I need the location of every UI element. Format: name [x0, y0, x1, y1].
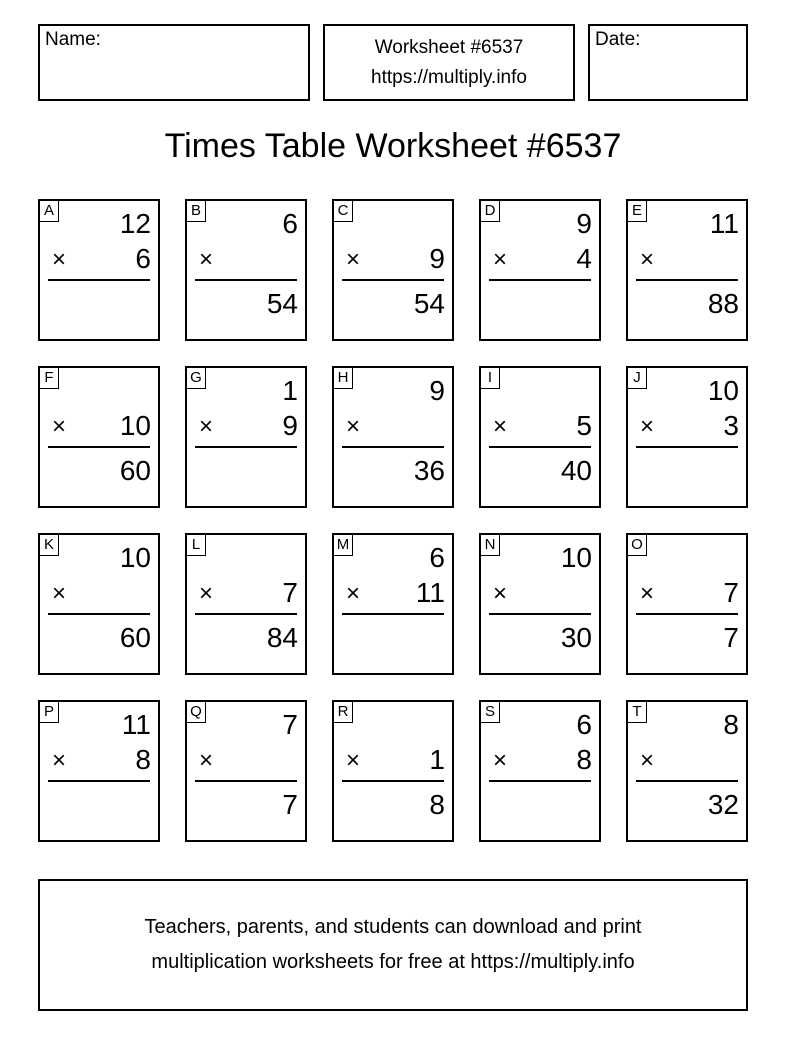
answer-line	[342, 613, 444, 615]
problem-letter: I	[481, 368, 500, 389]
product: 54	[413, 288, 445, 319]
answer-line	[342, 780, 444, 782]
multiply-sign: ×	[640, 747, 655, 774]
multiply-sign: ×	[346, 747, 361, 774]
answer-line	[48, 279, 150, 281]
multiplier: 11	[415, 577, 445, 608]
multiplier: 7	[282, 577, 298, 608]
footer-line-1: Teachers, parents, and students can download and print	[144, 916, 642, 938]
answer-line	[636, 279, 738, 281]
multiplier: 4	[576, 243, 592, 274]
problem-letter: A	[40, 201, 59, 222]
multiplicand: 7	[282, 709, 298, 740]
worksheet-id: Worksheet #6537	[374, 37, 524, 58]
problem-letter: D	[481, 201, 500, 222]
problem-card	[185, 533, 307, 675]
problem-letter: M	[334, 535, 353, 556]
problem-card	[626, 700, 748, 842]
product: 40	[560, 455, 592, 486]
multiplicand: 10	[707, 375, 739, 406]
multiplier: 10	[119, 410, 151, 441]
problem-card	[332, 700, 454, 842]
problem-letter: H	[334, 368, 353, 389]
problem-letter: T	[628, 702, 647, 723]
multiplier: 6	[135, 243, 151, 274]
problem-card	[38, 366, 160, 508]
product: 36	[413, 455, 445, 486]
product: 30	[560, 622, 592, 653]
problem-letter: R	[334, 702, 353, 723]
multiply-sign: ×	[199, 580, 214, 607]
problem-letter: F	[40, 368, 59, 389]
answer-line	[342, 446, 444, 448]
answer-line	[489, 613, 591, 615]
multiplicand: 11	[709, 208, 739, 239]
multiplicand: 1	[282, 375, 298, 406]
multiplicand: 11	[121, 709, 151, 740]
multiply-sign: ×	[640, 413, 655, 440]
multiplier: 8	[135, 744, 151, 775]
product: 7	[723, 622, 739, 653]
problem-card	[626, 533, 748, 675]
multiply-sign: ×	[199, 413, 214, 440]
multiplicand: 12	[119, 208, 151, 239]
multiplier: 3	[723, 410, 739, 441]
multiplicand: 8	[723, 709, 739, 740]
multiplicand: 6	[576, 709, 592, 740]
problem-card	[38, 199, 160, 341]
problem-card	[479, 199, 601, 341]
problem-card	[332, 366, 454, 508]
problem-letter: B	[187, 201, 206, 222]
answer-line	[489, 279, 591, 281]
multiply-sign: ×	[52, 246, 67, 273]
footer-line-2: multiplication worksheets for free at https://multiply.info	[151, 951, 635, 973]
answer-line	[342, 279, 444, 281]
page-title: Times Table Worksheet #6537	[164, 127, 622, 165]
multiplier: 9	[429, 243, 445, 274]
multiply-sign: ×	[346, 413, 361, 440]
multiplier: 9	[282, 410, 298, 441]
problem-letter: P	[40, 702, 59, 723]
product: 60	[119, 455, 151, 486]
multiplicand: 9	[576, 208, 592, 239]
product: 32	[707, 789, 739, 820]
problem-card	[185, 199, 307, 341]
problem-card	[38, 700, 160, 842]
problem-card	[626, 199, 748, 341]
multiply-sign: ×	[52, 580, 67, 607]
answer-line	[195, 279, 297, 281]
multiply-sign: ×	[493, 747, 508, 774]
problem-card	[38, 533, 160, 675]
answer-line	[636, 780, 738, 782]
problem-letter: G	[187, 368, 206, 389]
problem-letter: L	[187, 535, 206, 556]
problem-letter: O	[628, 535, 647, 556]
problem-letter: C	[334, 201, 353, 222]
problem-card	[332, 533, 454, 675]
answer-line	[48, 613, 150, 615]
multiplier: 5	[576, 410, 592, 441]
multiplicand: 6	[429, 542, 445, 573]
multiply-sign: ×	[346, 246, 361, 273]
problem-card	[185, 366, 307, 508]
product: 84	[266, 622, 298, 653]
answer-line	[636, 446, 738, 448]
problem-card	[479, 700, 601, 842]
multiplicand: 9	[429, 375, 445, 406]
problem-letter: E	[628, 201, 647, 222]
problem-letter: K	[40, 535, 59, 556]
answer-line	[636, 613, 738, 615]
problem-letter: Q	[187, 702, 206, 723]
multiplicand: 10	[560, 542, 592, 573]
answer-line	[48, 446, 150, 448]
multiply-sign: ×	[52, 747, 67, 774]
product: 88	[707, 288, 739, 319]
multiplier: 1	[429, 744, 445, 775]
answer-line	[489, 446, 591, 448]
name-label: Name:	[45, 29, 101, 50]
answer-line	[195, 613, 297, 615]
problem-card	[626, 366, 748, 508]
answer-line	[195, 446, 297, 448]
answer-line	[48, 780, 150, 782]
product: 7	[282, 789, 298, 820]
multiply-sign: ×	[199, 747, 214, 774]
date-label: Date:	[595, 29, 641, 50]
multiply-sign: ×	[640, 580, 655, 607]
multiply-sign: ×	[199, 246, 214, 273]
multiply-sign: ×	[493, 580, 508, 607]
product: 54	[266, 288, 298, 319]
multiply-sign: ×	[640, 246, 655, 273]
multiplier: 7	[723, 577, 739, 608]
multiply-sign: ×	[346, 580, 361, 607]
problem-card	[332, 199, 454, 341]
footer-box	[38, 879, 748, 1011]
problem-card	[185, 700, 307, 842]
problem-card	[479, 366, 601, 508]
answer-line	[195, 780, 297, 782]
multiplicand: 10	[119, 542, 151, 573]
multiply-sign: ×	[52, 413, 67, 440]
problem-letter: N	[481, 535, 500, 556]
multiplicand: 6	[282, 208, 298, 239]
problem-letter: J	[628, 368, 647, 389]
product: 60	[119, 622, 151, 653]
problem-letter: S	[481, 702, 500, 723]
problem-card	[479, 533, 601, 675]
multiplier: 8	[576, 744, 592, 775]
product: 8	[429, 789, 445, 820]
site-url: https://multiply.info	[371, 67, 527, 88]
answer-line	[489, 780, 591, 782]
multiply-sign: ×	[493, 413, 508, 440]
multiply-sign: ×	[493, 246, 508, 273]
